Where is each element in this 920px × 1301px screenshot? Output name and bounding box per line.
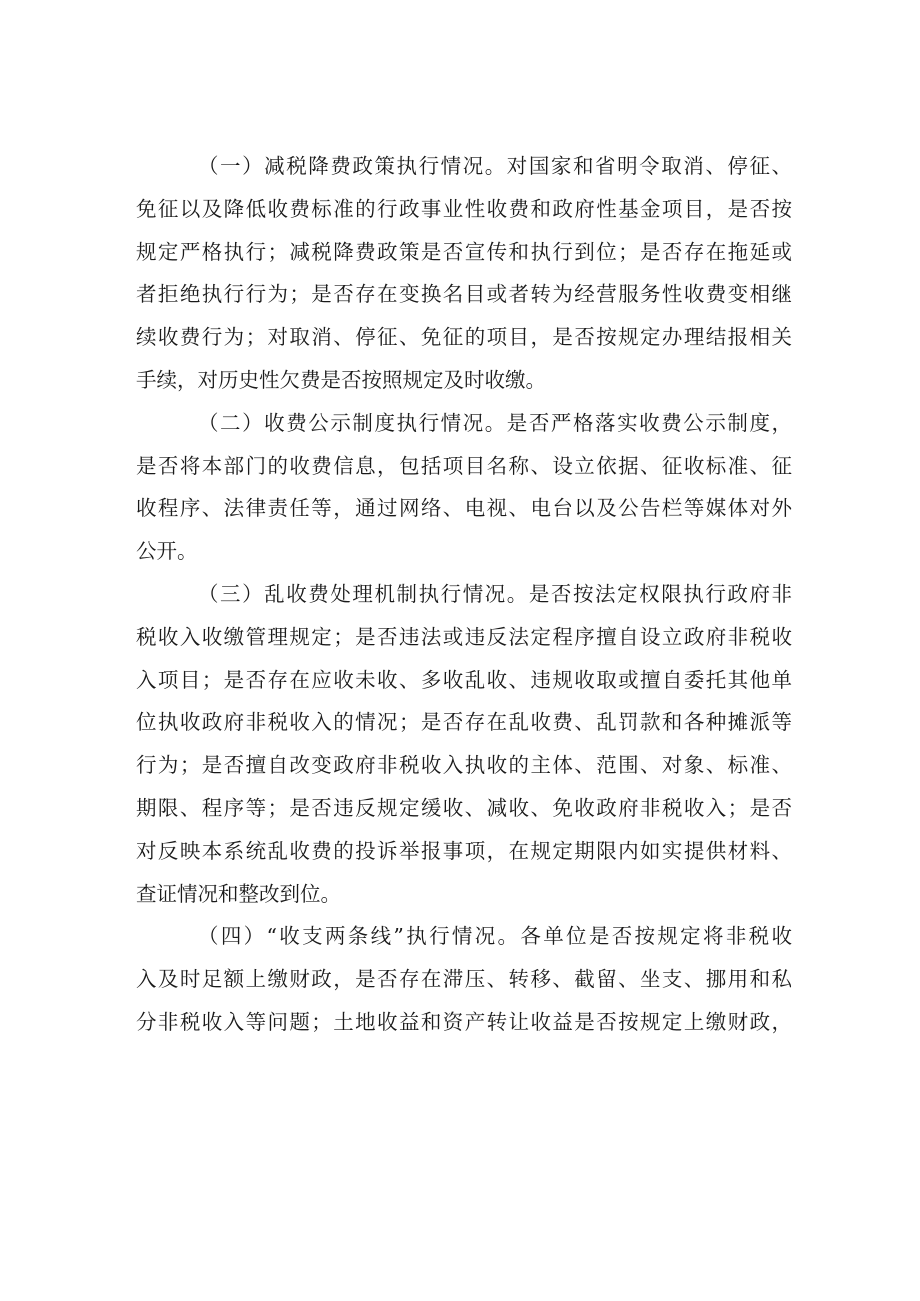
paragraph-2-line-3: 收程序、法律责任等，通过网络、电视、电台以及公告栏等媒体对外 (136, 496, 792, 521)
paragraph-3-line-1: （三）乱收费处理机制执行情况。是否按法定权限执行政府非 (198, 581, 792, 606)
paragraph-2-line-1: （二）收费公示制度执行情况。是否严格落实收费公示制度， (198, 410, 792, 435)
paragraph-1-line-6: 手续，对历史性欠费是否按照规定及时收缴。 (136, 367, 546, 392)
paragraph-1-line-2: 免征以及降低收费标准的行政事业性收费和政府性基金项目，是否按 (136, 196, 792, 221)
document-body (136, 147, 792, 1046)
paragraph-3-line-4: 位执收政府非税收入的情况；是否存在乱收费、乱罚款和各种摊派等 (136, 710, 792, 735)
paragraph-3-line-7: 对反映本系统乱收费的投诉举报事项，在规定期限内如实提供材料、 (136, 838, 792, 863)
paragraph-2-line-2: 是否将本部门的收费信息，包括项目名称、设立依据、征收标准、征 (136, 453, 792, 478)
paragraph-3-line-2: 税收入收缴管理规定；是否违法或违反法定程序擅自设立政府非税收 (136, 624, 792, 649)
paragraph-4-line-3: 分非税收入等问题；土地收益和资产转让收益是否按规定上缴财政， (136, 1009, 792, 1034)
paragraph-1-line-4: 者拒绝执行行为；是否存在变换名目或者转为经营服务性收费变相继 (136, 282, 792, 307)
paragraph-3-line-3: 入项目；是否存在应收未收、多收乱收、违规收取或擅自委托其他单 (136, 667, 792, 692)
paragraph-2-line-4: 公开。 (136, 539, 198, 564)
paragraph-3-line-5: 行为；是否擅自改变政府非税收入执收的主体、范围、对象、标准、 (136, 753, 792, 778)
paragraph-1-line-5: 续收费行为；对取消、停征、免征的项目，是否按规定办理结报相关 (136, 325, 792, 350)
paragraph-3-line-8: 查证情况和整改到位。 (136, 881, 341, 906)
paragraph-1-line-1: （一）减税降费政策执行情况。对国家和省明令取消、停征、 (198, 154, 792, 178)
paragraph-1-line-3: 规定严格执行；减税降费政策是否宣传和执行到位；是否存在拖延或 (136, 239, 792, 264)
paragraph-4-line-2: 入及时足额上缴财政，是否存在滞压、转移、截留、坐支、挪用和私 (136, 967, 792, 992)
paragraph-3-line-6: 期限、程序等；是否违反规定缓收、减收、免收政府非税收入；是否 (136, 795, 792, 820)
paragraph-4-line-1: （四）“收支两条线”执行情况。各单位是否按规定将非税收 (198, 924, 792, 949)
